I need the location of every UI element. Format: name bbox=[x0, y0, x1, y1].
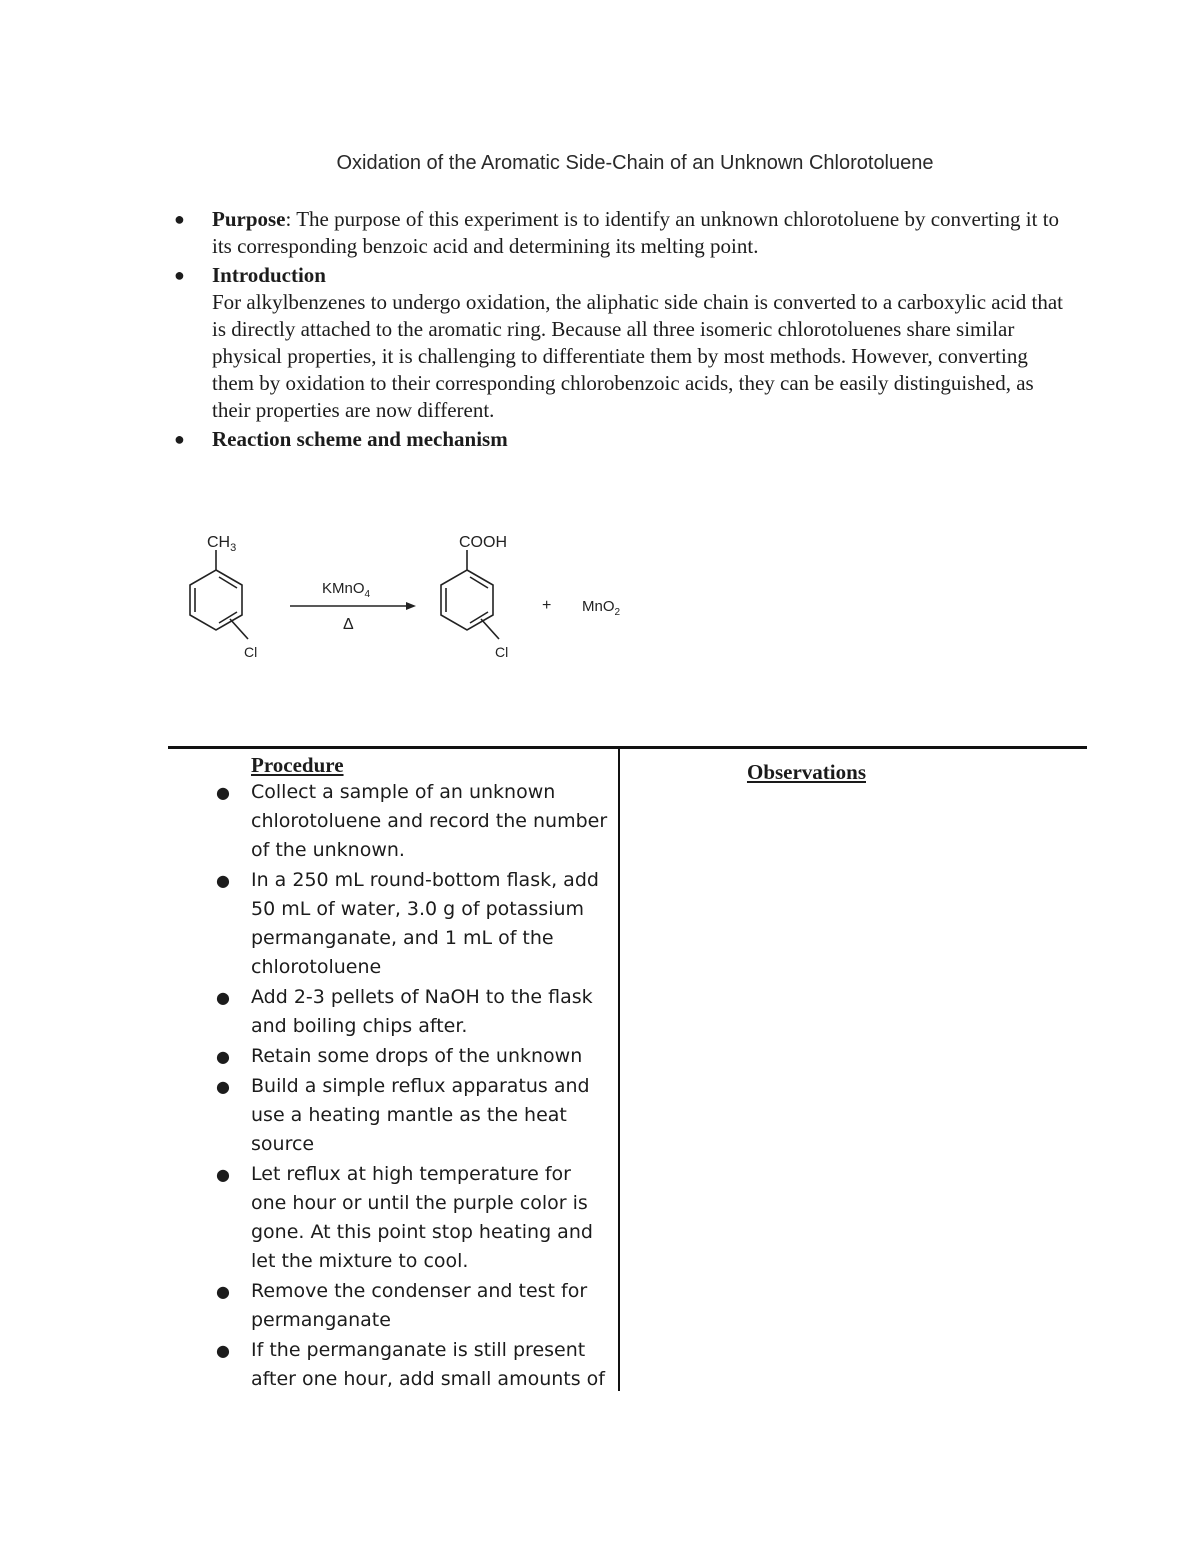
reaction-scheme bbox=[170, 525, 650, 675]
reaction-label: Reaction scheme and mechanism bbox=[212, 427, 508, 451]
product-molecule bbox=[441, 550, 499, 639]
bullet-icon: ● bbox=[216, 988, 230, 1007]
procedure-step: ● Add 2-3 pellets of NaOH to the flask and boiling chips after. bbox=[214, 983, 610, 1041]
purpose-item bbox=[168, 206, 1068, 260]
procedure-steps bbox=[214, 778, 610, 1394]
procedure-heading: Procedure bbox=[251, 753, 344, 777]
bullet-icon: ● bbox=[216, 1047, 230, 1066]
procedure-step: ● If the permanganate is still present after one hour, add small amounts of bbox=[214, 1336, 610, 1394]
table-column-divider bbox=[618, 746, 620, 1391]
bullet-icon: ● bbox=[216, 1341, 230, 1360]
section-list bbox=[168, 206, 1068, 455]
bullet-icon: ● bbox=[216, 871, 230, 890]
procedure-step: ● Collect a sample of an unknown chlorotoluene and record the number of the unknown. bbox=[214, 778, 610, 865]
bullet-icon: ● bbox=[174, 429, 185, 449]
heat-label: Δ bbox=[343, 616, 354, 633]
introduction-item bbox=[168, 262, 1068, 424]
purpose-text: : The purpose of this experiment is to identify an unknown chlorotoluene by converting it to its corresponding benzoic acid and determining its melting point. bbox=[212, 207, 1060, 258]
reactant-molecule bbox=[190, 550, 248, 639]
document-title: Oxidation of the Aromatic Side-Chain of an Unknown Chlorotoluene bbox=[336, 152, 934, 174]
observations-heading: Observations bbox=[746, 760, 866, 784]
product-carboxyl-label: COOH bbox=[459, 534, 507, 551]
bullet-icon: ● bbox=[216, 1165, 230, 1184]
reagent-label: KMnO$_4$ bbox=[322, 580, 371, 600]
arrow-head-icon bbox=[406, 602, 416, 610]
procedure-step: ● In a 250 mL round-bottom flask, add 50 mL of water, 3.0 g of potassium permanganate, and 1 mL of the chlorotoluene bbox=[214, 866, 610, 982]
introduction-text: For alkylbenzenes to undergo oxidation, the aliphatic side chain is converted to a carboxylic acid that is directly attached to the aromatic ring. Because all three isomeric chlorotoluenes share similar physical properties, it is challenging to differentiate them by most methods. However, converting them by oxidation to their corresponding chlorobenzoic acids, they can be easily distinguished, as their properties are now different. bbox=[212, 290, 1064, 422]
bullet-icon: ● bbox=[216, 783, 230, 802]
bullet-icon: ● bbox=[216, 1282, 230, 1301]
bullet-icon: ● bbox=[174, 209, 185, 229]
byproduct-label: MnO$_2$ bbox=[582, 598, 621, 618]
purpose-label: Purpose bbox=[212, 207, 286, 231]
introduction-label: Introduction bbox=[212, 263, 326, 287]
reactant-chloro-label: Cl bbox=[244, 644, 258, 660]
plus-sign: + bbox=[542, 597, 552, 614]
procedure-column bbox=[214, 752, 610, 1395]
procedure-step: ● Remove the condenser and test for permanganate bbox=[214, 1277, 610, 1335]
procedure-step: ● Build a simple reflux apparatus and use a heating mantle as the heat source bbox=[214, 1072, 610, 1159]
reaction-item bbox=[168, 426, 1068, 453]
product-chloro-label: Cl bbox=[495, 644, 509, 660]
bullet-icon: ● bbox=[174, 265, 185, 285]
procedure-step: ● Retain some drops of the unknown bbox=[214, 1042, 610, 1071]
table-top-border bbox=[168, 746, 1087, 749]
reactant-methyl-label: $CH_3$ bbox=[207, 534, 237, 554]
bullet-icon: ● bbox=[216, 1077, 230, 1096]
procedure-step: ● Let reflux at high temperature for one hour or until the purple color is gone. At this point stop heating and let the mixture to cool. bbox=[214, 1160, 610, 1276]
